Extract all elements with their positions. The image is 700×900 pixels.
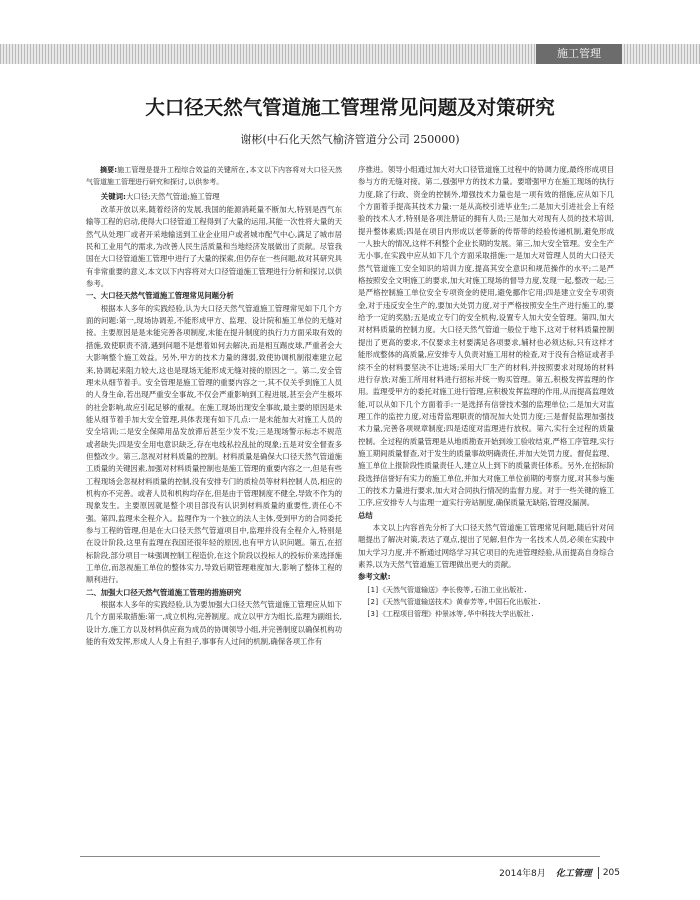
left-column	[86, 164, 342, 648]
journal-name: 化工管理	[555, 869, 592, 879]
footer-rule	[80, 856, 600, 857]
intro-paragraph: 改革开放以来,随着经济的发展,我国的能源消耗量不断加大,特别是西气东输等工程的启动,使得大口径管道工程得到了大量的运用,其能一次性将大量的天然气从处理厂或者开采地输送到工业企业用户或者城市配气中心,满足了城市居民和工业用气的需求,为改善人民生活质量和当地经济发展做出了贡献。尽管我国在大口径管道施工管理中进行了大量的探索,但仍存在一些问题,故对其研究具有非常重要的意义,本文以下内容将对大口径管道施工管理进行分析和探讨,以供参考。	[86, 205, 342, 289]
section1-heading: 一、大口径天然气管道施工管理常见问题分析	[86, 291, 234, 301]
page-footer	[499, 866, 620, 879]
conclusion-paragraph: 本文以上内容首先分析了大口径天然气管道施工管理常见问题,随后针对问题提出了解决对策,表达了观点,提出了见解,但作为一名技术人员,必须在实践中加大学习力度,并不断通过网络学习其它项目的先进管理经验,从而提高自身综合素养,以为天然气管道施工管理做出更大的贡献。	[358, 522, 614, 569]
references-heading: 参考文献:	[358, 572, 391, 582]
section2-heading: 二、加强大口径天然气管道施工管理的措施研究	[86, 587, 242, 597]
page-number: 205	[602, 867, 620, 878]
footer-divider	[598, 867, 599, 879]
reference-item: [2]《天然气管道输送技术》黄春芳等,中国石化出版社.	[366, 598, 542, 607]
keywords-text: 大口径;天然气管道;施工管理	[125, 191, 220, 201]
conclusion-heading: 总结	[358, 510, 373, 520]
section2-paragraph-start	[86, 599, 342, 648]
abstract	[86, 164, 342, 189]
section2-paragraph-cont	[358, 164, 614, 510]
article-title: 大口径天然气管道施工管理常见问题及对策研究	[145, 96, 555, 119]
abstract-text: 施工管理是提升工程综合效益的关键所在,本文以下内容将对大口径天然气管道施工管理进行研究和探讨,以供参考。	[86, 166, 342, 187]
reference-item: [1]《天然气管道输送》李长俊等,石油工业出版社.	[366, 585, 528, 594]
section1-paragraph: 根据本人多年的实践经验,认为大口径天然气管道施工管理常见如下几个方面的问题:第一,现场协调差,不能形成甲方、监理、设计院和施工单位的无缝对接。主要原因是是未能完善各项制度,未能在提升制度的执行力方面采取有效的措施,致使职责不清,遇到问题不是想着如何去解决,而是相互踢皮球,严重者会大大影响整个施工效益。另外,甲方的技术力量的薄弱,致使协调机制很难建立起来,协调起来阻力较大,这也是现场无能形成无缝对接的原因之一。第二,安全管理未从细节着手。安全管理是施工管理的重要内容之一,其不仅关乎到施工人员的人身生命,若出现严重安全事故,不仅会严重影响到工程进展,甚至会产生极坏的社会影响,故应引起足够的重视。在施工现场出现安全事故,最主要的原因是未能从细节着手加大安全管理,具体表现有如下几点:一是未能加大对施工人员的安全培训;二是安全保障用品发放滞后甚至少发不发;三是现场警示标志不规范或者缺失;四是安全用电意识缺乏,存在电线私拉乱扯的现象;五是对安全督查多但整改少。第三,忽视对材料质量的控制。材料质量是确保大口径天然气管道施工质量的关键因素,加强对材料质量控制也是施工管理的重要内容之一,但是有些工程现场会忽视材料质量的控制,没有安排专门的质检员等材料控制人员,相应的机构亦不完善。或者人员和机构均存在,但是由于管理制度不健全,导致不作为的现象发生。主要原因就是整个项目部没有认识到材料质量的重要性,责任心不强。第四,监理未全程介入。监理作为一个独立的法人主体,受到甲方的合同委托参与工程的管理,但是在大口径天然气管道项目中,监理并没有全程介入,特别是在设计阶段,这里有监理在我国还很年轻的原因,也有甲方认识问题。第五,在招标阶段,部分项目一味强调控制工程造价,在这个阶段以投标人的投标价来选择施工单位,而忽视施工单位的整体实力,导致后期管理难度加大,影响了整体工程的顺利进行。	[86, 303, 342, 585]
author-line: 谢彬(中石化天然气榆济管道分公司 250000)	[240, 133, 460, 146]
section-tab: 施工管理	[536, 44, 622, 64]
keywords-label: 关键词:	[100, 191, 126, 201]
abstract-label: 摘要:	[100, 166, 118, 174]
section2-text-part2: 序推进。领导小组通过加大对大口径管道施工过程中的协调力度,最终形成项目参与方的无缝对接。第二,强强甲方的技术力量。要增强甲方在施工现场的执行力度,除了行政、资金的控制外,增强技术力量也是一项有效的措施,应从如下几个方面着手提高其技术力量:一是从高校引进毕业生;二是加大引进社会上有经验的技术人才,特别是各项注册证的拥有人员;三是加大对现有人员的技术培训,提升整体素质;四是在项目内形成以老带新的传帮带的经验传递机制,避免形成一人独大的情况,这样不利整个企业长期的发展。第三,加大安全管理。安全生产无小事,在实践中应从如下几个方面采取措施:一是加大对管理人员的大口径天然气管道施工安全知识的培训力度,提高其安全意识和规范操作的水平;二是严格按照安全文明施工的要求,加大对施工现场的督导力度,发现一起,整改一起;三是严格控制施工单位安全专项资金的使用,避免挪作它用;四是建立安全专项资金,对于违反安全生产的,要加大处罚力度,对于严格按照安全生产进行施工的,要给予一定的奖励;五是成立专门的安全机构,设置专人加大安全管理。第四,加大对材料质量的控制力度。大口径天然气管道一般位于地下,这对于材料质量控制提出了更高的要求,不仅要求主材要满足各项要求,辅材也必须达标,只有这样才能形成整体的高质量,应安排专人负责对施工用材的检查,对于没有合格证或者手续不全的材料要坚决不让进场;采用大厂生产的材料,并按照要求对现场的材料进行存放;对施工所用材料进行招标并统一购买管理。第五,积极发挥监理的作用。监理受甲方的委托对施工进行管理,应积极发挥监理的作用,从而提高监理效能,可以从如下几个方面着手:一是选择有信誉技术强的监理单位;二是加大对监理工作的监控力度,对违背监理职责的情况加大处罚力度;三是督促监理加强技术力量,完善各项规章制度;四是适度对监理进行放权。第六,实行全过程的质量控制。全过程的质量管理是从地质勘查开始到竣工验收结束,严格工序管理,实行施工期间质量督查,对于发生的质量事故明确责任,并加大处罚力度。督促监理、施工单位上报阶段性质量责任人,建立从上到下的质量责任体系。另外,在招标阶段选择信誉好有实力的施工单位,并加大对施工单位前期的考察力度,对其参与施工的技术力量进行要求,加大对合同执行情况的监督力度。对于一些关键的施工工序,应安排专人与监理一道实行旁站制度,确保质量无缺陷,管理没漏洞。	[358, 165, 614, 508]
footer-date: 2014年8月	[499, 869, 546, 879]
keywords	[86, 191, 342, 203]
reference-item: [3]《工程项目管理》仲景冰等,华中科技大学出版社.	[366, 610, 535, 619]
section2-text-part1: 根据本人多年的实践经验,认为要加强大口径天然气管道施工管理应从如下几个方面采取措施:第一,成立机构,完善制度。成立以甲方为组长,监理为副组长,设计方,施工方以及材料供应商为成员的协调领导小组,并完善制度以确保机构功能的有效发挥,形成人人身上有担子,事事有人过问的机制,确保各项工作有	[86, 600, 342, 647]
right-column	[358, 164, 614, 621]
